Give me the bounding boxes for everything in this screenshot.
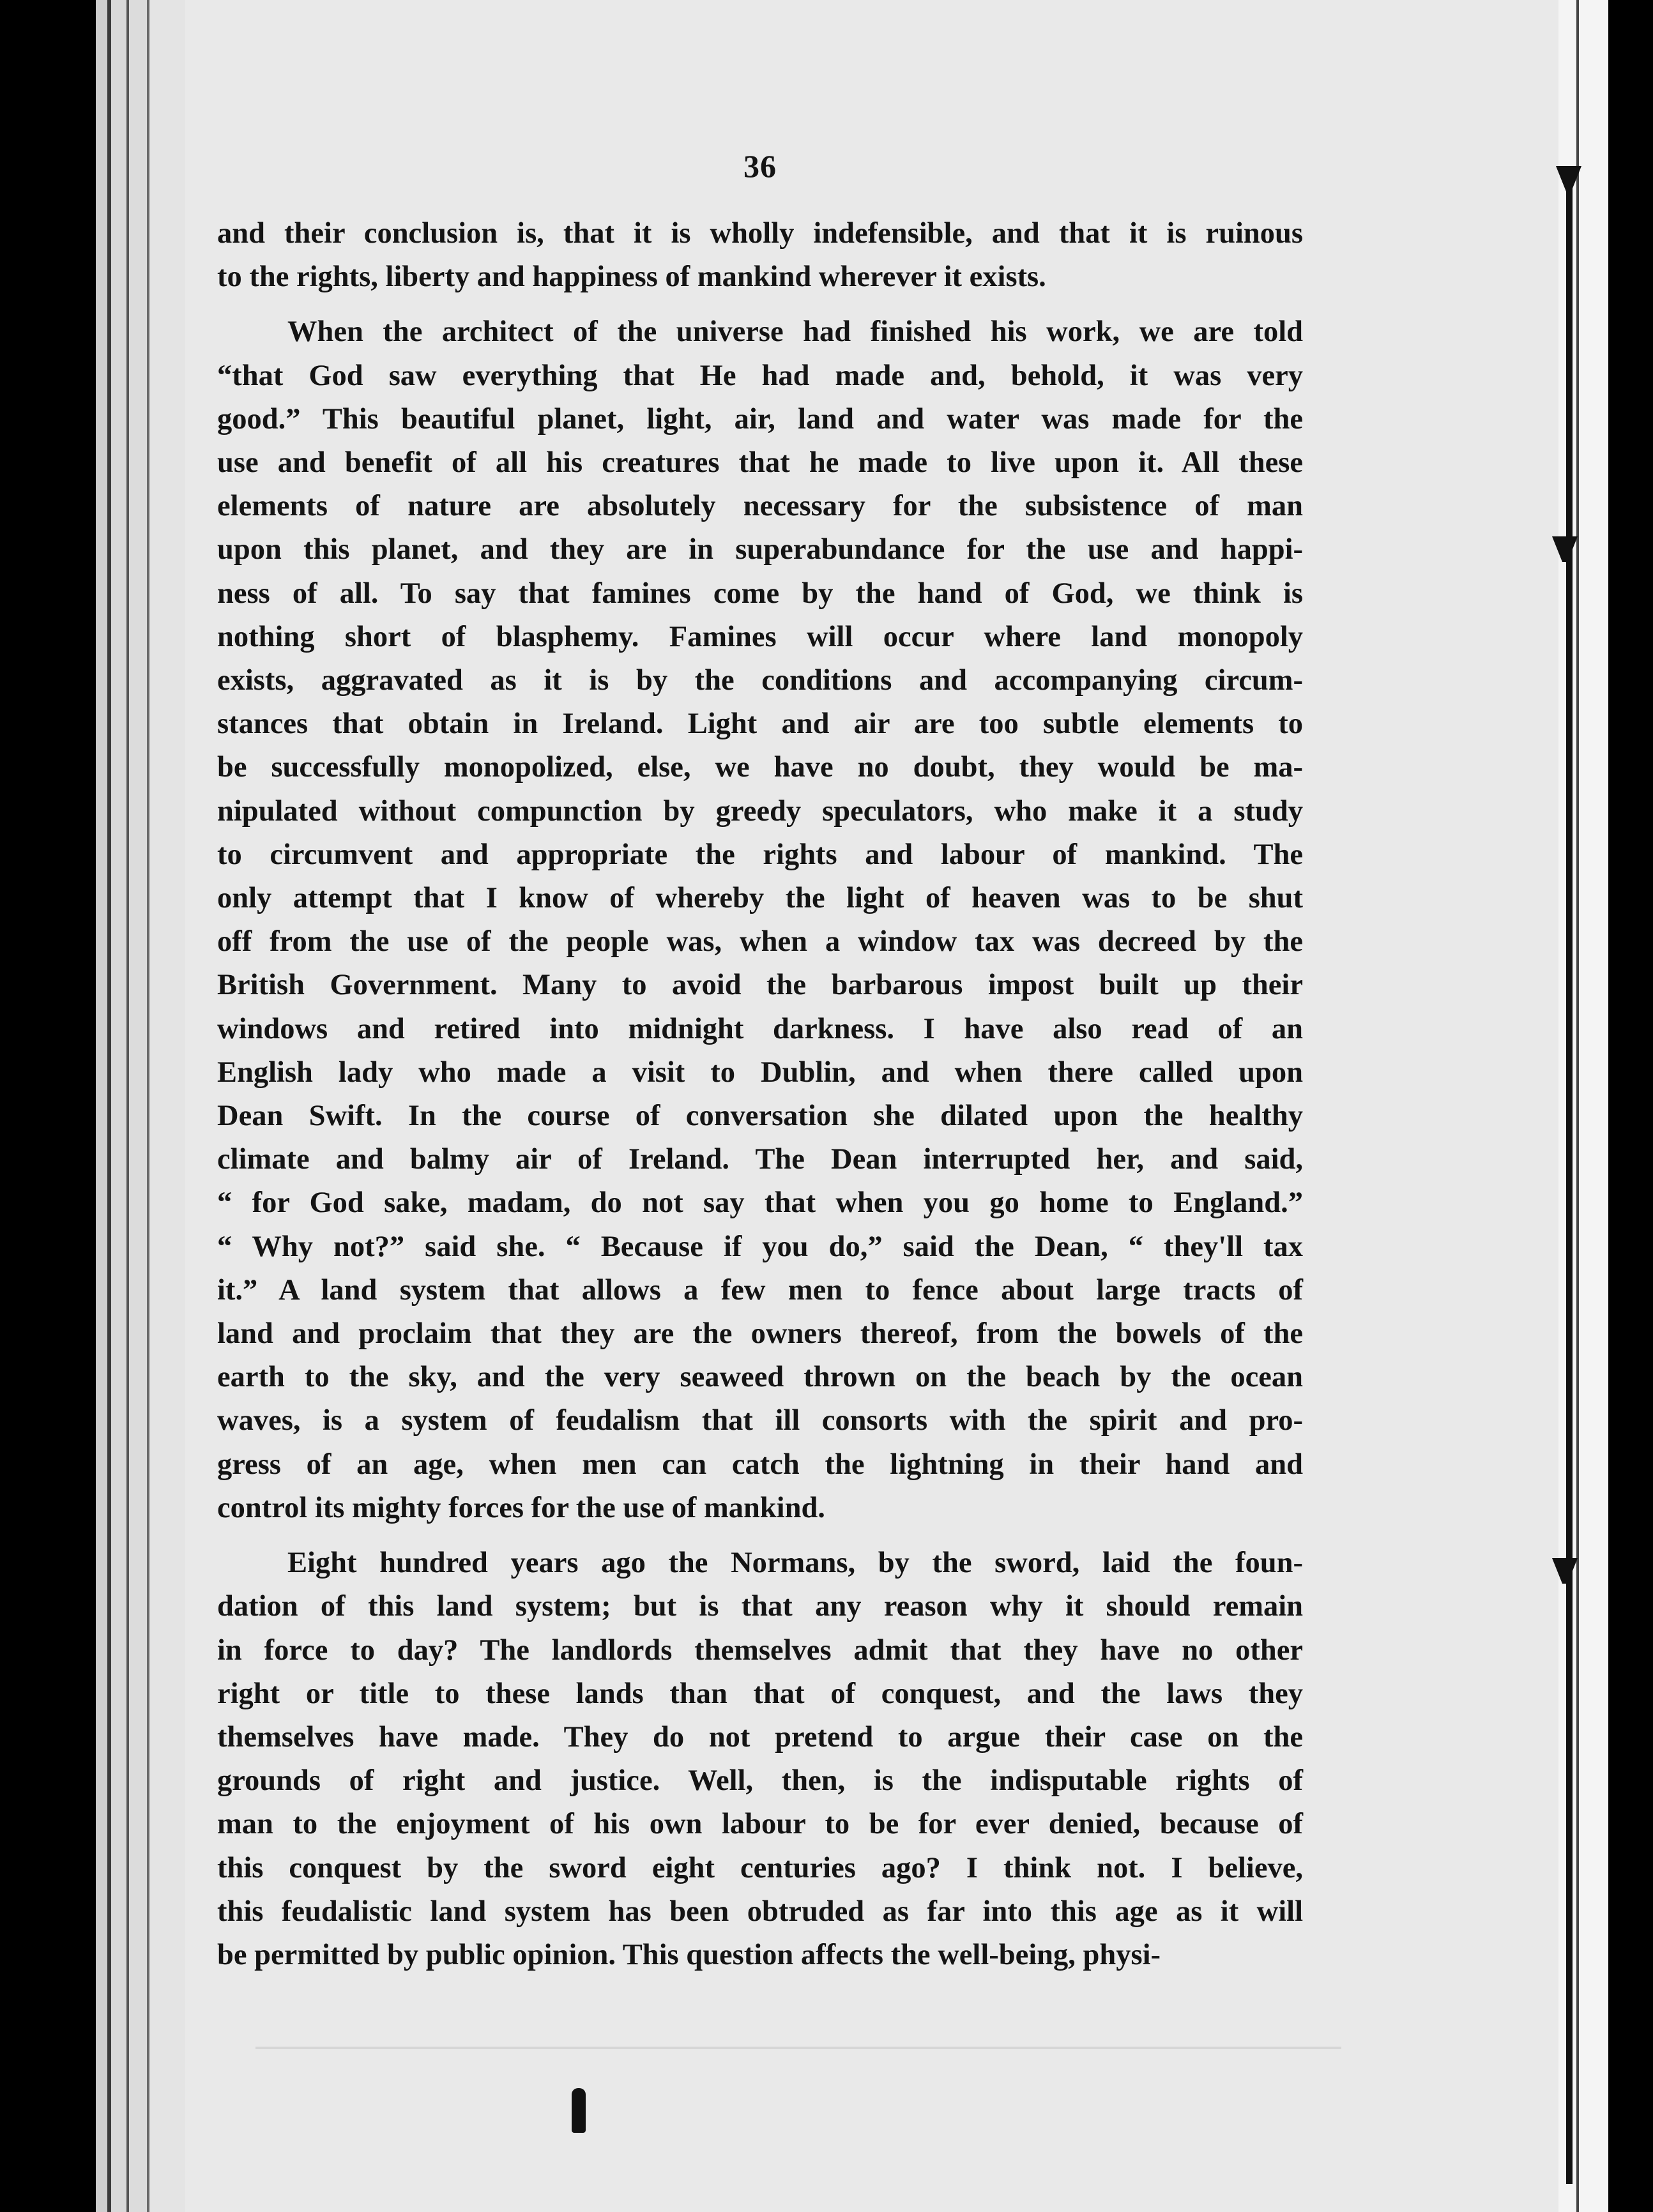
text-line: English lady who made a visit to Dublin, and when there called upon (217, 1056, 1303, 1089)
text-line: British Government. Many to avoid the barbarous impost built up their (217, 969, 1303, 1002)
text-line: and their conclusion is, that it is wholly indefensible, and that it is ruinous (217, 217, 1303, 250)
text-line: only attempt that I know of whereby the light of heaven was to be shut (217, 882, 1303, 915)
text-line: earth to the sky, and the very seaweed thrown on the beach by the ocean (217, 1361, 1303, 1394)
text-line: windows and retired into midnight darkness. I have also read of an (217, 1012, 1303, 1045)
text-line: Eight hundred years ago the Normans, by the sword, laid the foun- (287, 1547, 1303, 1580)
text-line: nipulated without compunction by greedy speculators, who make it a study (217, 794, 1303, 828)
text-line: man to the enjoyment of his own labour to be for ever denied, because of (217, 1808, 1303, 1841)
text-line: themselves have made. They do not pretend to argue their case on the (217, 1720, 1303, 1754)
page-number: 36 (743, 148, 777, 184)
faint-show-through (255, 2047, 1341, 2049)
ink-blot (572, 2088, 586, 2133)
text-line: stances that obtain in Ireland. Light and air are too subtle elements to (217, 708, 1303, 741)
scan-right-edge (1608, 0, 1653, 2212)
text-line: control its mighty forces for the use of mankind. (217, 1491, 825, 1524)
text-line: be permitted by public opinion. This question affects the well-being, physi- (217, 1938, 1161, 1971)
text-line: to the rights, liberty and happiness of mankind wherever it exists. (217, 261, 1046, 294)
text-line: ness of all. To say that famines come by the hand of God, we think is (217, 577, 1303, 610)
paragraph (217, 1542, 1303, 1977)
text-line: nothing short of blasphemy. Famines will occur where land monopoly (217, 620, 1303, 653)
text-line: land and proclaim that they are the owners thereof, from the bowels of the (217, 1317, 1303, 1351)
body-text (217, 212, 1303, 1977)
text-line: grounds of right and justice. Well, then, is the indisputable rights of (217, 1764, 1303, 1798)
text-line: upon this planet, and they are in superabundance for the use and happi- (217, 533, 1303, 566)
text-line: in force to day? The landlords themselves admit that they have no other (217, 1633, 1303, 1667)
text-line: this feudalistic land system has been obtruded as far into this age as it will (217, 1895, 1303, 1928)
binding-rule (1566, 172, 1573, 2184)
text-line: to circumvent and appropriate the rights and labour of mankind. The (217, 838, 1303, 871)
text-line: waves, is a system of feudalism that ill consorts with the spirit and pro- (217, 1404, 1303, 1437)
paragraph (217, 310, 1303, 1530)
text-line: good.” This beautiful planet, light, air, land and water was made for the (217, 402, 1303, 436)
text-line: right or title to these lands than that of conquest, and the laws they (217, 1677, 1303, 1710)
text-line: gress of an age, when men can catch the lightning in their hand and (217, 1448, 1303, 1481)
book-gutter (96, 0, 185, 2212)
text-line: off from the use of the people was, when a window tax was decreed by the (217, 925, 1303, 958)
page-content (217, 147, 1303, 1977)
text-line: dation of this land system; but is that any reason why it should remain (217, 1590, 1303, 1623)
page-edge-line (1576, 0, 1579, 2212)
text-line: “ Why not?” said she. “ Because if you do,” said the Dean, “ they'll tax (217, 1230, 1303, 1263)
text-line: elements of nature are absolutely necessary for the subsistence of man (217, 490, 1303, 523)
text-line: this conquest by the sword eight centuries ago? I think not. I believe, (217, 1851, 1303, 1884)
scan-left-edge (0, 0, 96, 2212)
paragraph (217, 212, 1303, 299)
text-line: exists, aggravated as it is by the conditions and accompanying circum- (217, 664, 1303, 697)
text-line: be successfully monopolized, else, we have no doubt, they would be ma- (217, 751, 1303, 784)
text-line: it.” A land system that allows a few men to fence about large tracts of (217, 1273, 1303, 1307)
text-line: “ for God sake, madam, do not say that when you go home to England.” (217, 1186, 1303, 1220)
text-line: use and benefit of all his creatures that he made to live upon it. All these (217, 446, 1303, 480)
text-line: When the architect of the universe had finished his work, we are told (287, 315, 1303, 349)
text-line: “that God saw everything that He had made and, behold, it was very (217, 359, 1303, 392)
text-line: Dean Swift. In the course of conversation she dilated upon the healthy (217, 1100, 1303, 1133)
text-line: climate and balmy air of Ireland. The Dean interrupted her, and said, (217, 1143, 1303, 1176)
right-margin (1463, 0, 1608, 2212)
